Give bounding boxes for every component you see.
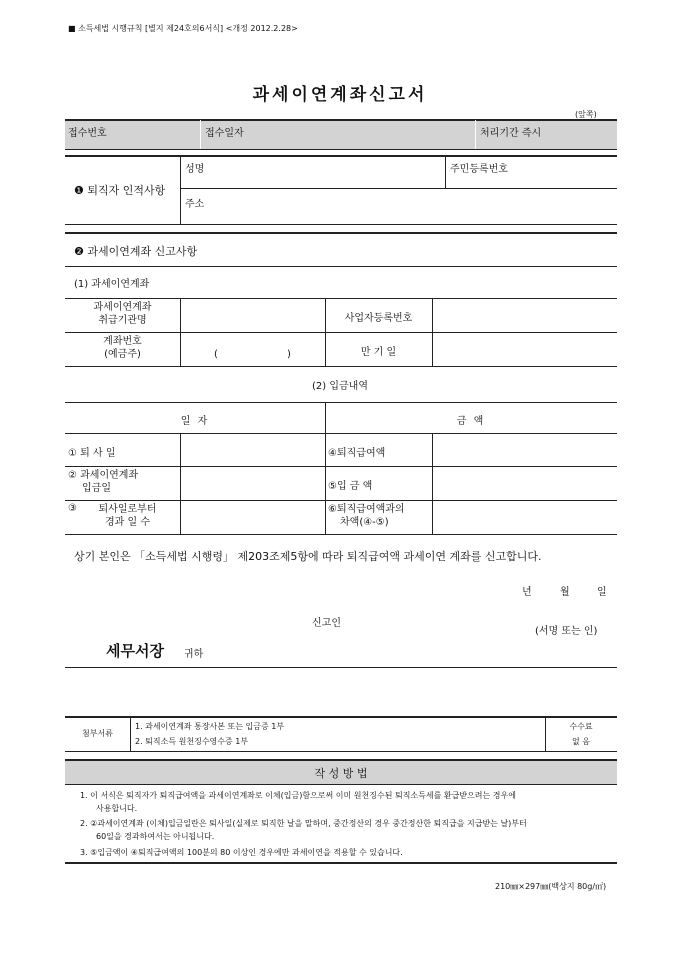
regulation-reference: ■ 소득세법 시행규칙 [별지 제24호의6서식] <개정 2012.2.28> <box>68 24 298 33</box>
account-institution-label <box>65 301 180 327</box>
subsection1-label: (1) 과세이연계좌 <box>74 279 150 290</box>
declarant-label: 신고인 <box>312 618 341 629</box>
attachment-item-1: 1. 과세이연계좌 통장사본 또는 입금증 1부 <box>135 722 285 731</box>
deposit-table-line <box>65 466 617 467</box>
address-label: 주소 <box>185 199 205 210</box>
form-title: 과세이연계좌신고서 <box>252 85 428 105</box>
business-registration-label: 사업자등록번호 <box>344 313 413 324</box>
subsection2-label: (2) 입금내역 <box>312 381 368 392</box>
maturity-label: 만 기 일 <box>360 347 397 358</box>
attachments-label: 첨부서류 <box>82 729 113 738</box>
deposit-table-divider <box>432 434 433 534</box>
retirement-pay-label: ④퇴직급여액 <box>328 448 386 459</box>
receipt-number-label: 접수번호 <box>68 128 107 139</box>
section2-top-border <box>65 232 617 234</box>
instruction-item-3: 3. ⑤입금액이 ④퇴직급여액의 100분의 80 이상인 경우에만 과세이연을 적용할 수 있습니다. <box>80 848 403 857</box>
amount-column-header: 금 액 <box>456 416 486 427</box>
instruction-item-2: 2. ②과세이연계좌 (이체)입금일란은 퇴사일(실제로 퇴직한 날을 말하며, 중간정산의 경우 중간정산한 퇴직급을 지급받는 날)부터 <box>80 819 527 828</box>
receipt-divider <box>200 120 201 149</box>
account-table-divider <box>432 299 433 366</box>
section2-line <box>65 266 617 267</box>
section2-label: ❷ 과세이연계좌 신고사항 <box>74 245 198 258</box>
section1-mid-line <box>180 188 617 189</box>
account-number-label <box>65 335 180 361</box>
instructions-top-border <box>65 759 617 761</box>
account-table-mid <box>65 332 617 333</box>
resident-number-label: 주민등록번호 <box>450 164 508 175</box>
elapsed-days-number: ③ <box>68 503 77 514</box>
deposit-date-label <box>68 469 138 495</box>
deposit-table-line <box>65 433 617 434</box>
attachments-top-border <box>65 716 617 718</box>
elapsed-days-label <box>75 503 180 529</box>
fee-label: 수수료 <box>569 722 593 731</box>
signature-label: (서명 또는 인) <box>535 626 598 637</box>
instructions-title: 작 성 방 법 <box>314 767 368 780</box>
deposit-date-line1: ② 과세이연계좌 <box>68 470 139 481</box>
difference-line1: ⑥퇴직급여액과의 <box>328 504 405 515</box>
section1-top-border <box>65 155 617 157</box>
section1-divider <box>180 156 181 224</box>
receipt-top-border <box>65 119 617 121</box>
name-label: 성명 <box>185 164 205 175</box>
deposit-amount-label: ⑤입 금 액 <box>328 481 373 492</box>
attachments-bottom-border <box>65 751 617 752</box>
account-table-bottom <box>65 366 617 367</box>
difference-line2: 차액(④-⑤) <box>340 517 389 528</box>
instruction-item-1-cont: 사용합니다. <box>96 804 138 813</box>
addressee-label: 귀하 <box>184 649 204 660</box>
account-holder-paren-open: ( <box>214 349 218 360</box>
deposit-table-line <box>65 500 617 501</box>
page-side-note: (앞쪽) <box>575 110 597 119</box>
date-day: 일 <box>597 587 607 598</box>
account-table-divider <box>180 299 181 366</box>
resignation-date-label: ① 퇴 사 일 <box>68 448 116 459</box>
elapsed-days-line2: 경과 일 수 <box>105 517 150 528</box>
account-institution-line1: 과세이연계좌 <box>93 302 152 313</box>
instruction-item-2-cont: 60일을 경과하여서는 아니됩니다. <box>96 832 215 841</box>
difference-label <box>328 503 405 529</box>
instructions-bottom-border <box>65 862 617 864</box>
attachments-divider <box>130 717 131 751</box>
fee-value: 없 음 <box>572 737 590 746</box>
tax-office-label: 세무서장 <box>106 642 164 660</box>
deposit-table-top <box>65 402 617 403</box>
attachment-item-2: 2. 퇴직소득 원천징수영수증 1부 <box>135 737 249 746</box>
account-holder-paren-close: ) <box>287 349 291 360</box>
date-column-header: 일 자 <box>180 416 210 427</box>
receipt-divider <box>475 120 476 149</box>
processing-period-label: 처리기간 즉시 <box>480 128 542 139</box>
account-number-line2: (예금주) <box>104 349 141 360</box>
deposit-table-divider <box>180 434 181 534</box>
account-institution-line2: 취급기관명 <box>98 315 147 326</box>
declaration-bottom-line <box>65 667 617 668</box>
section1-label: ❶ 퇴직자 인적사항 <box>74 184 166 197</box>
account-table-top <box>65 298 617 299</box>
deposit-date-line2: 입금일 <box>82 483 111 494</box>
date-year: 년 <box>522 587 532 598</box>
elapsed-days-line1: 퇴사일로부터 <box>98 504 157 515</box>
section1-divider <box>445 156 446 188</box>
receipt-bottom-border <box>65 149 617 150</box>
receipt-date-label: 접수일자 <box>205 128 244 139</box>
section1-bottom-border <box>65 224 617 225</box>
instruction-item-1: 1. 이 서식은 퇴직자가 퇴직급여액을 과세이연계좌로 이체(입금)함으로써 이미 원천징수된 퇴직소득세를 환급받으려는 경우에 <box>80 791 516 800</box>
account-number-line1: 계좌번호 <box>103 336 142 347</box>
instructions-header-bottom <box>65 784 617 785</box>
declaration-statement: 상기 본인은 「소득세법 시행령」 제203조제5항에 따라 퇴직급여액 과세이연 계좌를 신고합니다. <box>74 550 542 563</box>
paper-spec: 210㎜×297㎜(백상지 80g/㎡) <box>495 882 607 891</box>
date-month: 월 <box>560 587 570 598</box>
deposit-table-bottom <box>65 534 617 535</box>
